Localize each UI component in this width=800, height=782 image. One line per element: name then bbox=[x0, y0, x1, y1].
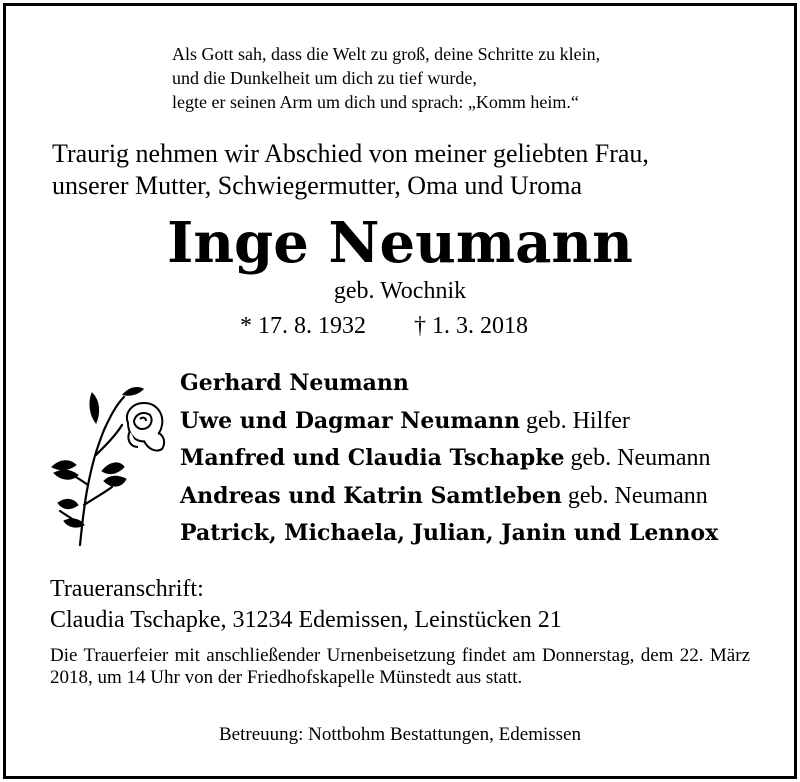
funeral-home: Betreuung: Nottbohm Bestattungen, Edemissen bbox=[218, 724, 581, 745]
mourner-names: Uwe und Dagmar Neumann bbox=[180, 407, 520, 434]
poem-line: Als Gott sah, dass die Welt zu groß, deine Schritte zu klein, bbox=[172, 44, 601, 64]
mourner-names: Gerhard Neumann bbox=[180, 370, 409, 396]
poem bbox=[172, 42, 600, 114]
maiden-name: geb. Wochnik bbox=[333, 278, 467, 304]
mourner-suffix: geb. Hilfer bbox=[519, 407, 630, 434]
mourner-line bbox=[180, 403, 718, 441]
deceased-name: Inge Neumann bbox=[167, 210, 633, 276]
poem-line: und die Dunkelheit um dich zu tief wurde, bbox=[172, 68, 477, 88]
intro-line: unserer Mutter, Schwiegermutter, Oma und Uroma bbox=[52, 171, 583, 200]
mourner-names: Andreas und Katrin Samtleben bbox=[180, 482, 562, 509]
rose-icon bbox=[44, 375, 174, 550]
mourning-address bbox=[50, 574, 562, 636]
mourner-suffix: geb. Neumann bbox=[564, 445, 711, 471]
mourner-names: Manfred und Claudia Tschapke bbox=[180, 445, 565, 471]
address-label: Traueranschrift: bbox=[50, 576, 204, 602]
birth-date: * 17. 8. 1932 bbox=[240, 313, 366, 339]
address-value: Claudia Tschapke, 31234 Edemissen, Leinstücken 21 bbox=[50, 607, 562, 633]
mourner-line bbox=[180, 365, 718, 403]
poem-line: legte er seinen Arm um dich und sprach: „Komm heim.“ bbox=[172, 92, 579, 112]
mourner-suffix: geb. Neumann bbox=[561, 482, 708, 509]
death-date: † 1. 3. 2018 bbox=[414, 313, 528, 339]
mourner-line bbox=[180, 515, 718, 553]
intro-line: Traurig nehmen wir Abschied von meiner geliebten Frau, bbox=[52, 139, 649, 168]
funeral-notice: Die Trauerfeier mit anschließender Urnenbeisetzung findet am Donnerstag, dem 22. März 2018, um 14 Uhr von der Friedhofskapelle Münstedt aus statt. bbox=[50, 645, 750, 688]
mourner-names: Patrick, Michaela, Julian, Janin und Lennox bbox=[180, 520, 719, 546]
intro-text bbox=[52, 138, 649, 202]
mourner-line bbox=[180, 478, 718, 516]
mourner-line bbox=[180, 440, 718, 478]
life-dates bbox=[240, 313, 528, 340]
mourners-list bbox=[180, 365, 718, 553]
